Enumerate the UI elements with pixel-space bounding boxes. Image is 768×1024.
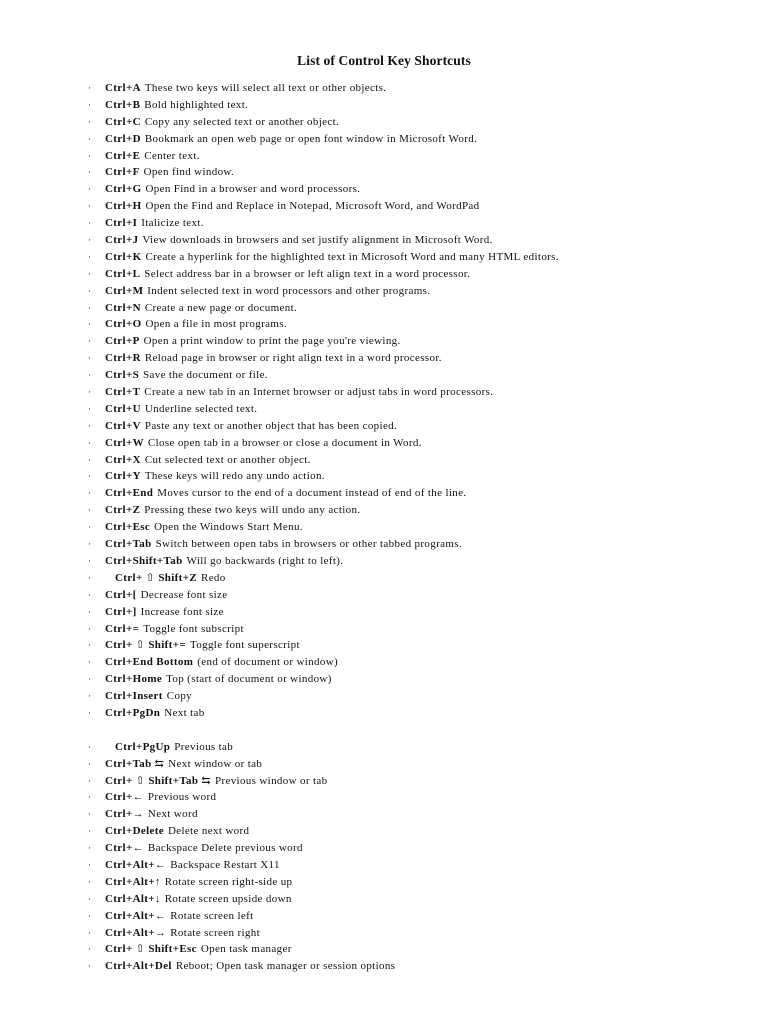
- bullet-icon: ·: [88, 910, 92, 921]
- shortcut-description: Next window or tab: [168, 757, 263, 770]
- list-item: [88, 316, 559, 333]
- list-item: [88, 908, 559, 925]
- shortcut-key: Ctrl+L: [105, 267, 141, 280]
- shortcut-key: Ctrl+Esc: [105, 521, 151, 534]
- shortcut-description: Rotate screen right-side up: [164, 875, 293, 888]
- bullet-icon: ·: [88, 167, 92, 178]
- bullet-icon: ·: [88, 606, 92, 617]
- shortcut-description: Cut selected text or another object.: [144, 453, 311, 466]
- shortcut-description: Next word: [147, 808, 198, 821]
- bullet-icon: ·: [88, 893, 92, 904]
- bullet-icon: ·: [88, 876, 92, 887]
- bullet-icon: ·: [88, 83, 92, 93]
- shortcut-description: Open Find in a browser and word processors.: [145, 183, 361, 196]
- shortcut-description: Indent selected text in word processors and other programs.: [147, 284, 431, 297]
- shortcut-key: Ctrl+←: [105, 842, 144, 855]
- list-item: [88, 958, 559, 975]
- shortcut-description: Next tab: [164, 706, 205, 719]
- bullet-icon: ·: [88, 944, 92, 955]
- bullet-icon: ·: [88, 826, 92, 837]
- shortcut-description: Switch between open tabs in browsers or other tabbed programs.: [155, 538, 462, 551]
- list-item: [88, 925, 559, 942]
- shortcut-key: Ctrl+Home: [105, 673, 163, 686]
- shortcut-description: Create a hyperlink for the highlighted text in Microsoft Word and many HTML editors.: [145, 250, 559, 263]
- shortcut-description: Moves cursor to the end of a document instead of end of the line.: [157, 487, 467, 500]
- shortcut-description: These two keys will select all text or other objects.: [144, 82, 387, 94]
- shortcut-key: Ctrl+M: [105, 284, 144, 297]
- bullet-icon: ·: [88, 420, 92, 431]
- shortcut-description: Save the document or file.: [143, 369, 268, 382]
- shortcut-description: Will go backwards (right to left).: [186, 554, 344, 567]
- list-item: [88, 891, 559, 908]
- shortcut-key: Ctrl+]: [105, 605, 137, 618]
- bullet-icon: ·: [88, 539, 92, 550]
- shortcut-description: Center text.: [144, 149, 200, 162]
- shortcut-key: Ctrl+Alt+Del: [105, 960, 172, 973]
- shortcut-description: Copy: [166, 690, 193, 703]
- shortcut-description: Select address bar in a browser or left align text in a word processor.: [144, 267, 471, 280]
- shortcut-description: Delete next word: [167, 825, 250, 838]
- shortcut-key: Ctrl+Tab ⇆: [105, 757, 165, 770]
- bullet-icon: ·: [88, 285, 92, 296]
- shortcut-key: Ctrl+Alt+→: [105, 926, 167, 939]
- shortcut-key: Ctrl+Y: [105, 470, 141, 483]
- bullet-icon: ·: [88, 505, 92, 516]
- shortcut-key: Ctrl+E: [105, 149, 141, 162]
- list-item: [88, 367, 559, 384]
- shortcut-key: Ctrl+O: [105, 318, 142, 331]
- bullet-icon: ·: [88, 961, 92, 972]
- shortcut-key: Ctrl+B: [105, 98, 141, 111]
- bullet-icon: ·: [88, 843, 92, 854]
- bullet-icon: ·: [88, 758, 92, 769]
- bullet-icon: ·: [88, 184, 92, 195]
- list-item: [88, 114, 559, 131]
- shortcut-key: Ctrl+T: [105, 386, 141, 399]
- shortcut-key: Ctrl+Shift+Tab: [105, 554, 183, 567]
- shortcut-key: Ctrl+X: [105, 453, 141, 466]
- bullet-icon: ·: [88, 589, 92, 600]
- list-item: [88, 418, 559, 435]
- bullet-icon: ·: [88, 116, 92, 127]
- bullet-icon: ·: [88, 623, 92, 634]
- list-item: [88, 435, 559, 452]
- shortcut-key: Ctrl+ ⇧ Shift+=: [105, 639, 186, 652]
- list-item: [88, 384, 559, 401]
- shortcut-key: Ctrl+J: [105, 234, 139, 247]
- shortcut-key: Ctrl+D: [105, 132, 141, 145]
- shortcut-description: Open find window.: [143, 166, 235, 179]
- bullet-icon: ·: [88, 572, 92, 583]
- shortcut-key: Ctrl+End Bottom: [105, 656, 194, 669]
- list-item: [88, 688, 559, 705]
- shortcut-key: Ctrl+Alt+↓: [105, 892, 161, 905]
- list-item: [88, 756, 559, 773]
- shortcut-key: Ctrl+H: [105, 200, 142, 213]
- shortcut-key: Ctrl+Tab: [105, 538, 152, 551]
- list-item: [88, 671, 559, 688]
- shortcut-description: Create a new tab in an Internet browser or adjust tabs in word processors.: [144, 386, 494, 399]
- shortcut-key: Ctrl+R: [105, 352, 141, 365]
- shortcut-description: Open the Find and Replace in Notepad, Microsoft Word, and WordPad: [145, 200, 480, 213]
- shortcut-key: Ctrl+S: [105, 369, 140, 382]
- bullet-icon: ·: [88, 775, 92, 786]
- shortcut-key: Ctrl+K: [105, 250, 142, 263]
- shortcut-description: Paste any text or another object that has been copied.: [144, 419, 398, 432]
- shortcut-key: Ctrl+N: [105, 301, 141, 314]
- bullet-icon: ·: [88, 201, 92, 212]
- list-item: [88, 874, 559, 891]
- bullet-icon: ·: [88, 403, 92, 414]
- bullet-icon: ·: [88, 319, 92, 330]
- list-item: [88, 97, 559, 114]
- bullet-icon: ·: [88, 488, 92, 499]
- shortcut-description: Backspace Restart X11: [170, 858, 280, 871]
- bullet-icon: ·: [88, 707, 92, 718]
- shortcut-key: Ctrl+V: [105, 419, 141, 432]
- bullet-icon: ·: [88, 741, 92, 752]
- list-item: [88, 519, 559, 536]
- shortcut-key: Ctrl+P: [105, 335, 140, 348]
- bullet-icon: ·: [88, 302, 92, 313]
- shortcut-description: Italicize text.: [141, 217, 204, 230]
- bullet-icon: ·: [88, 657, 92, 668]
- bullet-icon: ·: [88, 454, 92, 465]
- shortcut-description: Copy any selected text or another object.: [144, 115, 340, 128]
- bullet-icon: ·: [88, 336, 92, 347]
- shortcut-list: [88, 80, 559, 975]
- shortcut-description: Reboot; Open task manager or session options: [175, 960, 396, 973]
- bullet-icon: ·: [88, 792, 92, 803]
- bullet-icon: ·: [88, 859, 92, 870]
- shortcut-description: Rotate screen right: [170, 926, 260, 939]
- shortcut-description: Previous window or tab: [214, 774, 328, 787]
- shortcut-description: View downloads in browsers and set justify alignment in Microsoft Word.: [142, 234, 493, 247]
- shortcut-description: Previous tab: [174, 740, 234, 753]
- shortcut-description: These keys will redo any undo action.: [144, 470, 325, 483]
- shortcut-key: Ctrl+Alt+←: [105, 909, 167, 922]
- bullet-icon: ·: [88, 640, 92, 651]
- shortcut-description: Rotate screen left: [170, 909, 254, 922]
- shortcut-description: Decrease font size: [140, 588, 228, 601]
- shortcut-key: Ctrl+ ⇧ Shift+Esc: [105, 943, 197, 956]
- shortcut-description: Rotate screen upside down: [164, 892, 292, 905]
- list-item: [88, 840, 559, 857]
- bullet-icon: ·: [88, 370, 92, 381]
- bullet-icon: ·: [88, 471, 92, 482]
- shortcut-key: Ctrl+PgDn: [105, 706, 161, 719]
- list-item: [88, 283, 559, 300]
- bullet-icon: ·: [88, 133, 92, 144]
- bullet-icon: ·: [88, 387, 92, 398]
- list-item: [88, 941, 559, 958]
- list-item: [88, 181, 559, 198]
- list-item: [88, 587, 559, 604]
- bullet-icon: ·: [88, 218, 92, 229]
- list-item: [88, 131, 559, 148]
- list-item: [88, 249, 559, 266]
- list-item: [88, 773, 559, 790]
- list-item: [88, 198, 559, 215]
- shortcut-key: Ctrl+W: [105, 436, 144, 449]
- list-item: [88, 452, 559, 469]
- shortcut-description: Backspace Delete previous word: [147, 842, 303, 855]
- shortcut-description: Open task manager: [200, 943, 292, 956]
- shortcut-key: Ctrl+ ⇧ Shift+Tab ⇆: [105, 774, 211, 787]
- bullet-icon: ·: [88, 268, 92, 279]
- bullet-icon: ·: [88, 150, 92, 161]
- bullet-icon: ·: [88, 99, 92, 110]
- shortcut-description: Open a print window to print the page you're viewing.: [143, 335, 401, 348]
- list-item: [88, 164, 559, 181]
- bullet-icon: ·: [88, 691, 92, 702]
- bullet-icon: ·: [88, 674, 92, 685]
- list-item: [88, 266, 559, 283]
- bullet-icon: ·: [88, 353, 92, 364]
- shortcut-description: Previous word: [147, 791, 217, 804]
- list-item: [88, 806, 559, 823]
- shortcut-description: (end of document or window): [197, 656, 339, 669]
- list-item: [88, 536, 559, 553]
- shortcut-key: Ctrl+G: [105, 183, 142, 196]
- list-item: [88, 333, 559, 350]
- shortcut-key: Ctrl+ ⇧ Shift+Z: [115, 571, 198, 584]
- list-item: [88, 468, 559, 485]
- shortcut-description: Redo: [201, 571, 226, 584]
- bullet-icon: ·: [88, 809, 92, 820]
- shortcut-key: Ctrl+Z: [105, 504, 141, 517]
- shortcut-key: Ctrl+F: [105, 166, 140, 179]
- shortcut-description: Open a file in most programs.: [145, 318, 287, 331]
- list-item: [88, 148, 559, 165]
- list-item: [88, 621, 559, 638]
- bullet-icon: ·: [88, 437, 92, 448]
- bullet-icon: ·: [88, 235, 92, 246]
- shortcut-key: Ctrl+Delete: [105, 825, 164, 838]
- shortcut-description: Increase font size: [140, 605, 224, 618]
- shortcut-key: Ctrl+A: [105, 82, 141, 94]
- shortcut-description: Pressing these two keys will undo any action.: [144, 504, 361, 517]
- list-item: [88, 232, 559, 249]
- shortcut-description: Create a new page or document.: [144, 301, 298, 314]
- list-item: [88, 80, 559, 97]
- shortcut-description: Reload page in browser or right align text in a word processor.: [144, 352, 442, 365]
- bullet-icon: ·: [88, 251, 92, 262]
- shortcut-description: Underline selected text.: [144, 402, 258, 415]
- shortcut-description: Close open tab in a browser or close a document in Word.: [147, 436, 422, 449]
- shortcut-description: Top (start of document or window): [166, 673, 332, 686]
- shortcut-key: Ctrl+→: [105, 808, 144, 821]
- shortcut-key: Ctrl+[: [105, 588, 137, 601]
- shortcut-key: Ctrl+←: [105, 791, 144, 804]
- bullet-icon: ·: [88, 522, 92, 533]
- shortcut-description: Open the Windows Start Menu.: [154, 521, 303, 534]
- shortcut-key: Ctrl+U: [105, 402, 141, 415]
- list-item: [88, 350, 559, 367]
- shortcut-description: Toggle font subscript: [143, 622, 244, 635]
- list-item: [88, 215, 559, 232]
- shortcut-description: Bookmark an open web page or open font window in Microsoft Word.: [144, 132, 478, 145]
- shortcut-description: Toggle font superscript: [189, 639, 300, 652]
- shortcut-key: Ctrl+Alt+←: [105, 858, 167, 871]
- list-item: [88, 857, 559, 874]
- list-item: [88, 553, 559, 570]
- list-item: [88, 637, 559, 654]
- list-item: [88, 502, 559, 519]
- bullet-icon: ·: [88, 555, 92, 566]
- list-item: [88, 604, 559, 621]
- shortcut-key: Ctrl+Insert: [105, 690, 163, 703]
- shortcut-key: Ctrl+Alt+↑: [105, 875, 161, 888]
- list-item: [88, 705, 559, 722]
- list-item: [88, 654, 559, 671]
- shortcut-key: Ctrl+PgUp: [115, 740, 171, 753]
- shortcut-key: Ctrl+C: [105, 115, 141, 128]
- shortcut-key: Ctrl+=: [105, 622, 140, 635]
- list-item: [88, 823, 559, 840]
- shortcut-description: Bold highlighted text.: [144, 98, 249, 111]
- list-item: [88, 300, 559, 317]
- list-item: [88, 485, 559, 502]
- list-item: [88, 739, 559, 756]
- bullet-icon: ·: [88, 927, 92, 938]
- shortcut-key: Ctrl+End: [105, 487, 154, 500]
- list-item: [88, 789, 559, 806]
- page-title: List of Control Key Shortcuts: [297, 53, 471, 68]
- list-item: [88, 401, 559, 418]
- shortcut-key: Ctrl+I: [105, 217, 138, 230]
- list-item: [88, 570, 559, 587]
